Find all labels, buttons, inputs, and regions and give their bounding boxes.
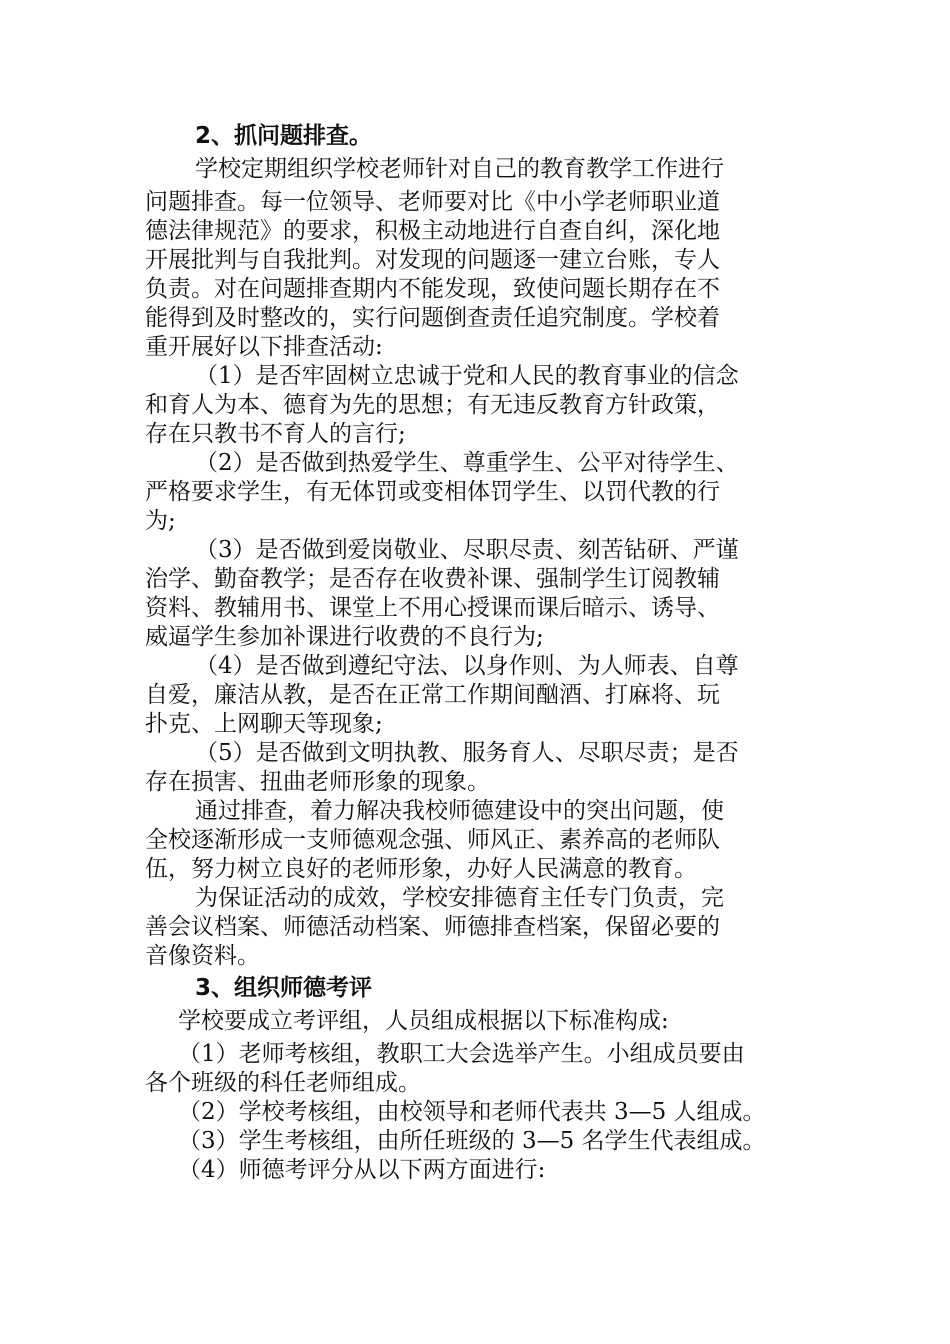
assessment-item-4: （4）师德考评分从以下两方面进行:	[178, 1157, 546, 1183]
check-item-5-line: 存在损害、扭曲老师形象的现象。	[145, 769, 490, 795]
check-item-5: （5）是否做到文明执教、服务育人、尽职尽责；是否	[195, 740, 739, 766]
section-3-heading: 3、组织师德考评	[195, 975, 373, 1001]
check-item-3: （3）是否做到爱岗敬业、尽职尽责、刻苦钻研、严谨	[195, 537, 739, 563]
assessment-item-3: （3）学生考核组，由所任班级的 3—5 名学生代表组成。	[178, 1128, 766, 1154]
check-item-2: （2）是否做到热爱学生、尊重学生、公平对待学生、	[195, 450, 739, 476]
section-2-intro-line: 问题排查。每一位领导、老师要对比《中小学老师职业道	[145, 189, 720, 215]
section-2-intro-line: 德法律规范》的要求，积极主动地进行自查自纠，深化地	[145, 218, 720, 244]
section-2-intro-line: 重开展好以下排查活动:	[145, 334, 383, 360]
guarantee-paragraph-line: 善会议档案、师德活动档案、师德排查档案，保留必要的	[145, 914, 720, 940]
guarantee-paragraph: 为保证活动的成效，学校安排德育主任专门负责，完	[195, 885, 724, 911]
result-paragraph-line: 全校逐渐形成一支师德观念强、师风正、素养高的老师队	[145, 827, 720, 853]
section-2-heading: 2、抓问题排查。	[195, 123, 373, 149]
assessment-item-1-line: 各个班级的科任老师组成。	[145, 1070, 421, 1096]
section-2-intro-line: 负责。对在问题排查期内不能发现，致使问题长期存在不	[145, 276, 720, 302]
section-2-intro-line: 能得到及时整改的，实行问题倒查责任追究制度。学校着	[145, 305, 720, 331]
section-3-intro: 学校要成立考评组，人员组成根据以下标准构成:	[178, 1008, 669, 1034]
result-paragraph-line: 伍，努力树立良好的老师形象，办好人民满意的教育。	[145, 856, 697, 882]
check-item-1-line: 存在只教书不育人的言行;	[145, 421, 406, 447]
check-item-3-line: 威逼学生参加补课进行收费的不良行为;	[145, 624, 544, 650]
check-item-4-line: 扑克、上网聊天等现象;	[145, 711, 383, 737]
check-item-1: （1）是否牢固树立忠诚于党和人民的教育事业的信念	[195, 363, 739, 389]
assessment-item-1: （1）老师考核组，教职工大会选举产生。小组成员要由	[178, 1041, 745, 1067]
check-item-1-line: 和育人为本、德育为先的思想；有无违反教育方针政策，	[145, 392, 720, 418]
result-paragraph: 通过排查，着力解决我校师德建设中的突出问题，使	[195, 798, 724, 824]
check-item-4: （4）是否做到遵纪守法、以身作则、为人师表、自尊	[195, 653, 739, 679]
check-item-4-line: 自爱，廉洁从教，是否在正常工作期间酗酒、打麻将、玩	[145, 682, 720, 708]
guarantee-paragraph-line: 音像资料。	[145, 943, 260, 969]
section-2-intro-line: 学校定期组织学校老师针对自己的教育教学工作进行	[195, 156, 724, 182]
check-item-3-line: 治学、勤奋教学；是否存在收费补课、强制学生订阅教辅	[145, 566, 720, 592]
check-item-2-line: 严格要求学生，有无体罚或变相体罚学生、以罚代教的行	[145, 479, 720, 505]
check-item-3-line: 资料、教辅用书、课堂上不用心授课而课后暗示、诱导、	[145, 595, 720, 621]
check-item-2-line: 为;	[145, 508, 176, 534]
section-2-intro-line: 开展批判与自我批判。对发现的问题逐一建立台账，专人	[145, 247, 720, 273]
assessment-item-2: （2）学校考核组，由校领导和老师代表共 3—5 人组成。	[178, 1099, 766, 1125]
